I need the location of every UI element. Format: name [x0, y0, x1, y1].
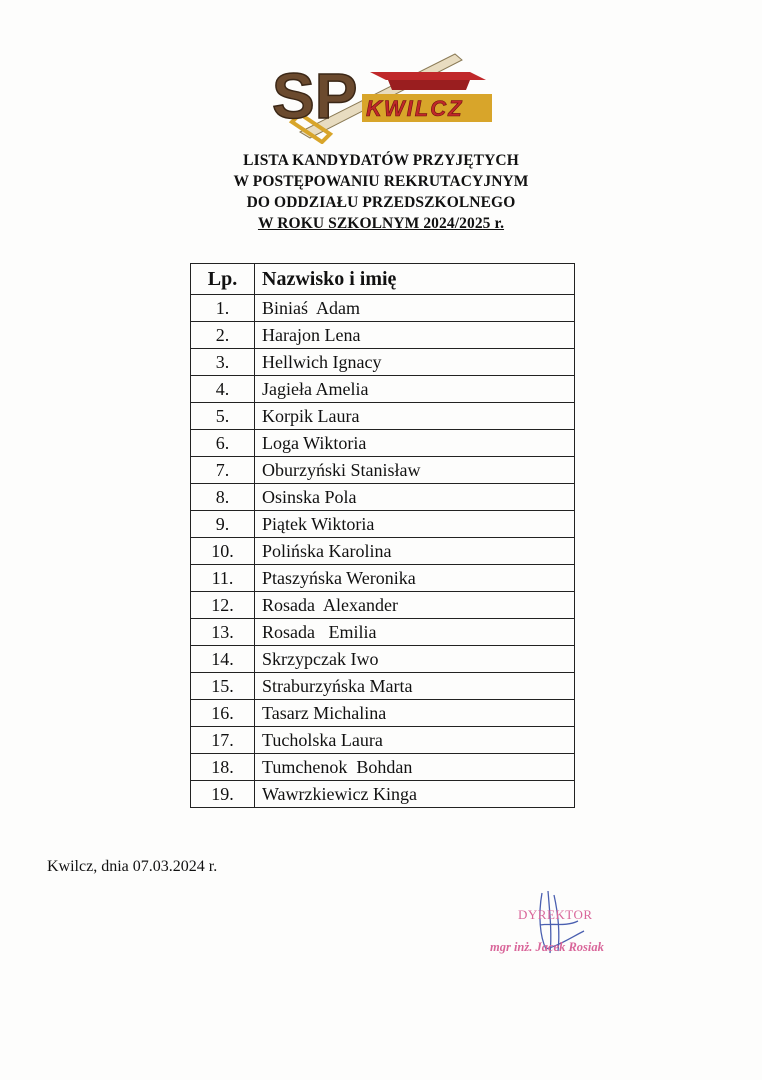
heading-line-4: W ROKU SZKOLNYM 2024/2025 r.	[257, 215, 505, 232]
document-heading	[0, 150, 762, 234]
table-row	[191, 781, 575, 808]
stamp-title: DYREKTOR	[518, 907, 593, 922]
row-name: Wawrzkiewicz Kinga	[255, 781, 575, 808]
table-row	[191, 538, 575, 565]
table-row	[191, 430, 575, 457]
row-number: 16.	[191, 700, 255, 727]
row-name: Piątek Wiktoria	[255, 511, 575, 538]
row-number: 13.	[191, 619, 255, 646]
row-name: Hellwich Ignacy	[255, 349, 575, 376]
row-name: Rosada Alexander	[255, 592, 575, 619]
row-number: 3.	[191, 349, 255, 376]
stamp-name: mgr inż. Jacek Rosiak	[490, 940, 604, 954]
table-row	[191, 511, 575, 538]
row-number: 4.	[191, 376, 255, 403]
row-name: Tasarz Michalina	[255, 700, 575, 727]
row-name: Rosada Emilia	[255, 619, 575, 646]
header-lp: Lp.	[191, 264, 255, 295]
table-row	[191, 403, 575, 430]
table-row	[191, 754, 575, 781]
heading-line-1: LISTA KANDYDATÓW PRZYJĘTYCH	[243, 152, 519, 169]
heading-line-2: W POSTĘPOWANIU REKRUTACYJNYM	[233, 173, 529, 190]
table-row	[191, 349, 575, 376]
row-number: 2.	[191, 322, 255, 349]
row-number: 1.	[191, 295, 255, 322]
row-name: Tucholska Laura	[255, 727, 575, 754]
row-number: 7.	[191, 457, 255, 484]
row-number: 9.	[191, 511, 255, 538]
table-row	[191, 619, 575, 646]
row-name: Loga Wiktoria	[255, 430, 575, 457]
row-name: Tumchenok Bohdan	[255, 754, 575, 781]
logo-sp-letters: SP	[272, 60, 358, 132]
header-name: Nazwisko i imię	[255, 264, 575, 295]
logo-school-name: KWILCZ	[366, 96, 464, 121]
table-row	[191, 295, 575, 322]
row-name: Polińska Karolina	[255, 538, 575, 565]
table-row	[191, 565, 575, 592]
table-row	[191, 376, 575, 403]
row-number: 19.	[191, 781, 255, 808]
school-logo	[270, 44, 500, 144]
row-number: 17.	[191, 727, 255, 754]
table-row	[191, 484, 575, 511]
row-number: 8.	[191, 484, 255, 511]
row-number: 10.	[191, 538, 255, 565]
candidates-table	[190, 263, 575, 808]
row-name: Biniaś Adam	[255, 295, 575, 322]
table-row	[191, 700, 575, 727]
table-row	[191, 673, 575, 700]
row-name: Skrzypczak Iwo	[255, 646, 575, 673]
row-number: 12.	[191, 592, 255, 619]
table-row	[191, 322, 575, 349]
row-name: Straburzyńska Marta	[255, 673, 575, 700]
place-date: Kwilcz, dnia 07.03.2024 r.	[47, 858, 218, 875]
row-name: Oburzyński Stanisław	[255, 457, 575, 484]
row-number: 18.	[191, 754, 255, 781]
row-name: Harajon Lena	[255, 322, 575, 349]
heading-line-3: DO ODDZIAŁU PRZEDSZKOLNEGO	[246, 194, 516, 211]
table-row	[191, 592, 575, 619]
row-number: 14.	[191, 646, 255, 673]
table-header-row	[191, 264, 575, 295]
table-row	[191, 646, 575, 673]
row-number: 11.	[191, 565, 255, 592]
row-number: 15.	[191, 673, 255, 700]
table-row	[191, 457, 575, 484]
table-row	[191, 727, 575, 754]
row-name: Korpik Laura	[255, 403, 575, 430]
row-number: 6.	[191, 430, 255, 457]
row-number: 5.	[191, 403, 255, 430]
row-name: Jagieła Amelia	[255, 376, 575, 403]
row-name: Osinska Pola	[255, 484, 575, 511]
row-name: Ptaszyńska Weronika	[255, 565, 575, 592]
